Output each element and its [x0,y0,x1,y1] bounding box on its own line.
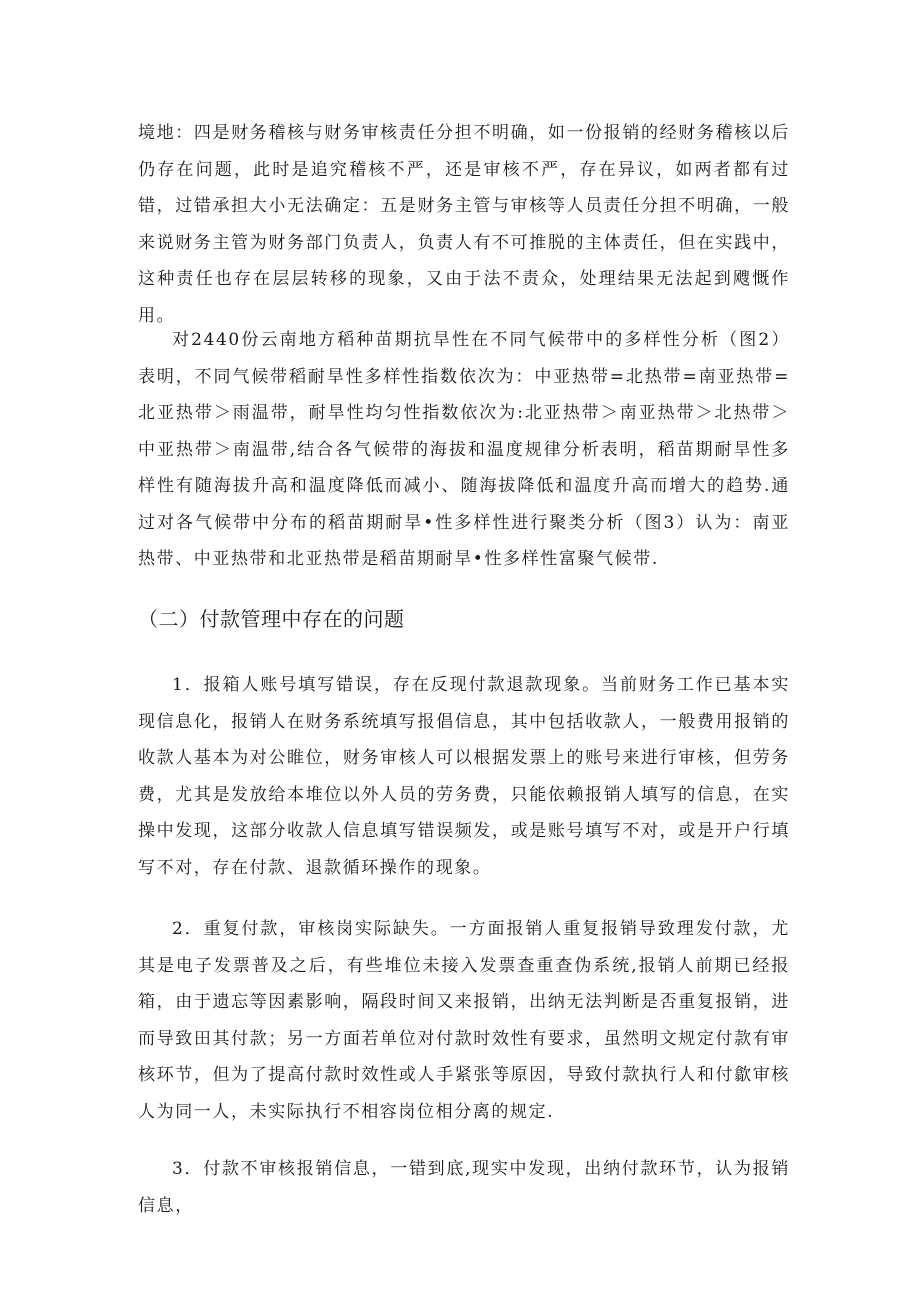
section-heading: （二）付款管理中存在的问题 [138,607,405,631]
list-item-1: 1．报箱人账号填写错误，存在反现付款退款现象。当前财务工作已基本实现信息化，报销人在财务系统填写报倡信息，其中包括收款人，一般费用报销的收款人基本为对公睢位，财务审核人可以根据发票上的账号来进行审核，但劳务费，尤其是发放给本堆位以外人员的劳务费，只能依赖报销人填写的信息，在实操中发现，这部分收款人信息填写错误频发，或是账号填写不对，或是开户行填写不对，存在付款、退款循环操作的现象。 [138,675,790,878]
body-paragraph-continuation: 境地：四是财务稽核与财务审核责任分担不明确，如一份报销的经财务稽核以后仍存在问题，此时是追究稽核不严，还是审核不严，存在异议，如两者都有过错，过错承担大小无法确定：五是财务主管与审核等人员责任分担不明确，一般来说财务主管为财务部门负责人，负责人有不可推脱的主体责任，但在实践中，这种责任也存在层层转移的现象，又由于法不责众，处理结果无法起到飕慨作用。 [138,123,790,326]
body-paragraph-rice-drought-analysis: 对2440份云南地方稻种苗期抗旱性在不同气候带中的多样性分析（图2）表明，不同气候带稻耐旱性多样性指数依次为：中亚热带=北热带=南亚热带=北亚热带＞雨温带，耐旱性均匀性指数依次为:北亚热带＞南亚热带＞北热带＞中亚热带＞南温带,结合各气候带的海拔和温度规律分析表明，稻苗期耐旱性多样性有随海拔升高和温度降低而减小、随海拔降低和温度升高而增大的趋势.通过对各气候带中分布的稻苗期耐旱•性多样性进行聚类分析（图3）认为：南亚热带、中亚热带和北亚热带是稻苗期耐旱•性多样性富聚气候带. [138,330,790,569]
list-item-2: 2．重复付款，审核岗实际缺失。一方面报销人重复报销导致理发付款，尤其是电子发票普及之后，有些堆位未接入发票查重查伪系统,报销人前期已经报箱，由于遗忘等因素影响，隔段时间又来报销，出纳无法判断是否重复报销，进而导致田其付款；另一方面若单位对付款时效性有要求，虽然明文规定付款有审核环节，但为了提高付款时效性或人手紧张等原因，导致付款执行人和付歙审核人为同一人，未实际执行不相容岗位相分离的规定. [138,919,790,1122]
list-item-3: 3．付款不审核报销信息，一错到底,现实中发现，出纳付款环节，认为报销信息， [138,1159,790,1216]
